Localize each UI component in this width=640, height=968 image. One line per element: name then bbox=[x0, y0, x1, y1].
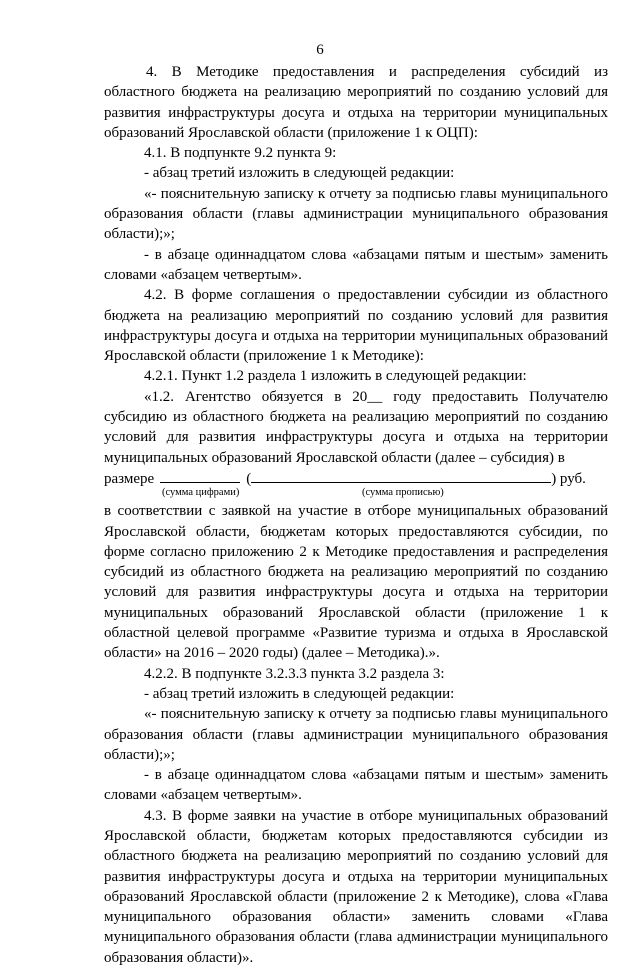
paren-open: ( bbox=[246, 470, 252, 487]
paragraph-4-2-2-item-2: - в абзаце одиннадцатом слова «абзацами пятым и шестым» заменить словами «абзацем четвертым». bbox=[104, 767, 608, 804]
paragraph-4-3: 4.3. В форме заявки на участие в отборе муниципальных образований Ярославской области, бюджетам которых предоставляются субсидии из областного бюджета на реализацию мероприятий по созданию условий для развития инфраструктуры досуга и отдыха на территории муниципальных образований Ярославской области (приложение 2 к Методике), слова «Глава муниципального образования области» заменить словами «Глава муниципального образования области (глава администрации муниципального образования области)». bbox=[104, 807, 608, 966]
paragraph-1-2-continuation: в соответствии с заявкой на участие в отборе муниципальных образований Ярославской области, бюджетам которых предоставляются субсидии, по форме согласно приложению 2 к Методике предоставления и распределения субсидий из областного бюджета на реализацию мероприятий по созданию условий для развития инфраструктуры досуга и отдыха на территории муниципальных образований Ярославской области (приложение 1 к областной целевой программе «Развитие туризма и отдыха в Ярославской области» на 2016 – 2020 годы) (далее – Методика).». bbox=[104, 503, 608, 662]
paragraph-4-2-1: 4.2.1. Пункт 1.2 раздела 1 изложить в следующей редакции: bbox=[144, 368, 527, 385]
amount-digits-blank bbox=[160, 468, 240, 483]
amount-words-blank bbox=[251, 468, 551, 483]
paragraph-4-1-quote: «- пояснительную записку к отчету за подписью главы муниципального образования области (главы администрации муниципального образования области);»; bbox=[104, 185, 608, 243]
paragraph-4-1-item-1: - абзац третий изложить в следующей редакции: bbox=[144, 165, 455, 182]
document-body bbox=[104, 62, 608, 968]
paragraph-4-2-2-quote: «- пояснительную записку к отчету за подписью главы муниципального образования области (главы администрации муниципального образования области);»; bbox=[104, 706, 608, 763]
subsidy-amount-row bbox=[104, 468, 608, 489]
amount-captions bbox=[104, 489, 608, 501]
paragraph-4-1-item-2: - в абзаце одиннадцатом слова «абзацами пятым и шестым» заменить словами «абзацем четвертым». bbox=[104, 246, 608, 283]
paragraph-4-1: 4.1. В подпункте 9.2 пункта 9: bbox=[144, 145, 337, 162]
paragraph-4-2-2: 4.2.2. В подпункте 3.2.3.3 пункта 3.2 раздела 3: bbox=[144, 665, 445, 682]
paren-close: ) руб. bbox=[551, 470, 586, 487]
paragraph-4-2-2-item-1: - абзац третий изложить в следующей редакции: bbox=[144, 685, 455, 702]
paragraph-4: 4. В Методике предоставления и распределения субсидий из областного бюджета на реализацию мероприятий по созданию условий для развития инфраструктуры досуга и отдыха на территории муниципальных образований Ярославской области (приложение 1 к ОЦП): bbox=[104, 64, 608, 141]
paragraph-1-2-quote: «1.2. Агентство обязуется в 20__ году предоставить Получателю субсидию из областного бюджета на реализацию мероприятий по созданию условий для развития инфраструктуры досуга и отдыха на территории муниципальных образований Ярославской области (далее – субсидия) в bbox=[104, 388, 608, 466]
paragraph-4-2: 4.2. В форме соглашения о предоставлении субсидии из областного бюджета на реализацию мероприятий по созданию условий для развития инфраструктуры досуга и отдыха на территории муниципальных образований Ярославской области (приложение 1 к Методике): bbox=[104, 287, 608, 365]
amount-label: размере bbox=[104, 470, 155, 487]
caption-digits: (сумма цифрами) bbox=[162, 487, 240, 499]
caption-words: (сумма прописью) bbox=[362, 487, 444, 499]
page-number: 6 bbox=[316, 42, 324, 58]
